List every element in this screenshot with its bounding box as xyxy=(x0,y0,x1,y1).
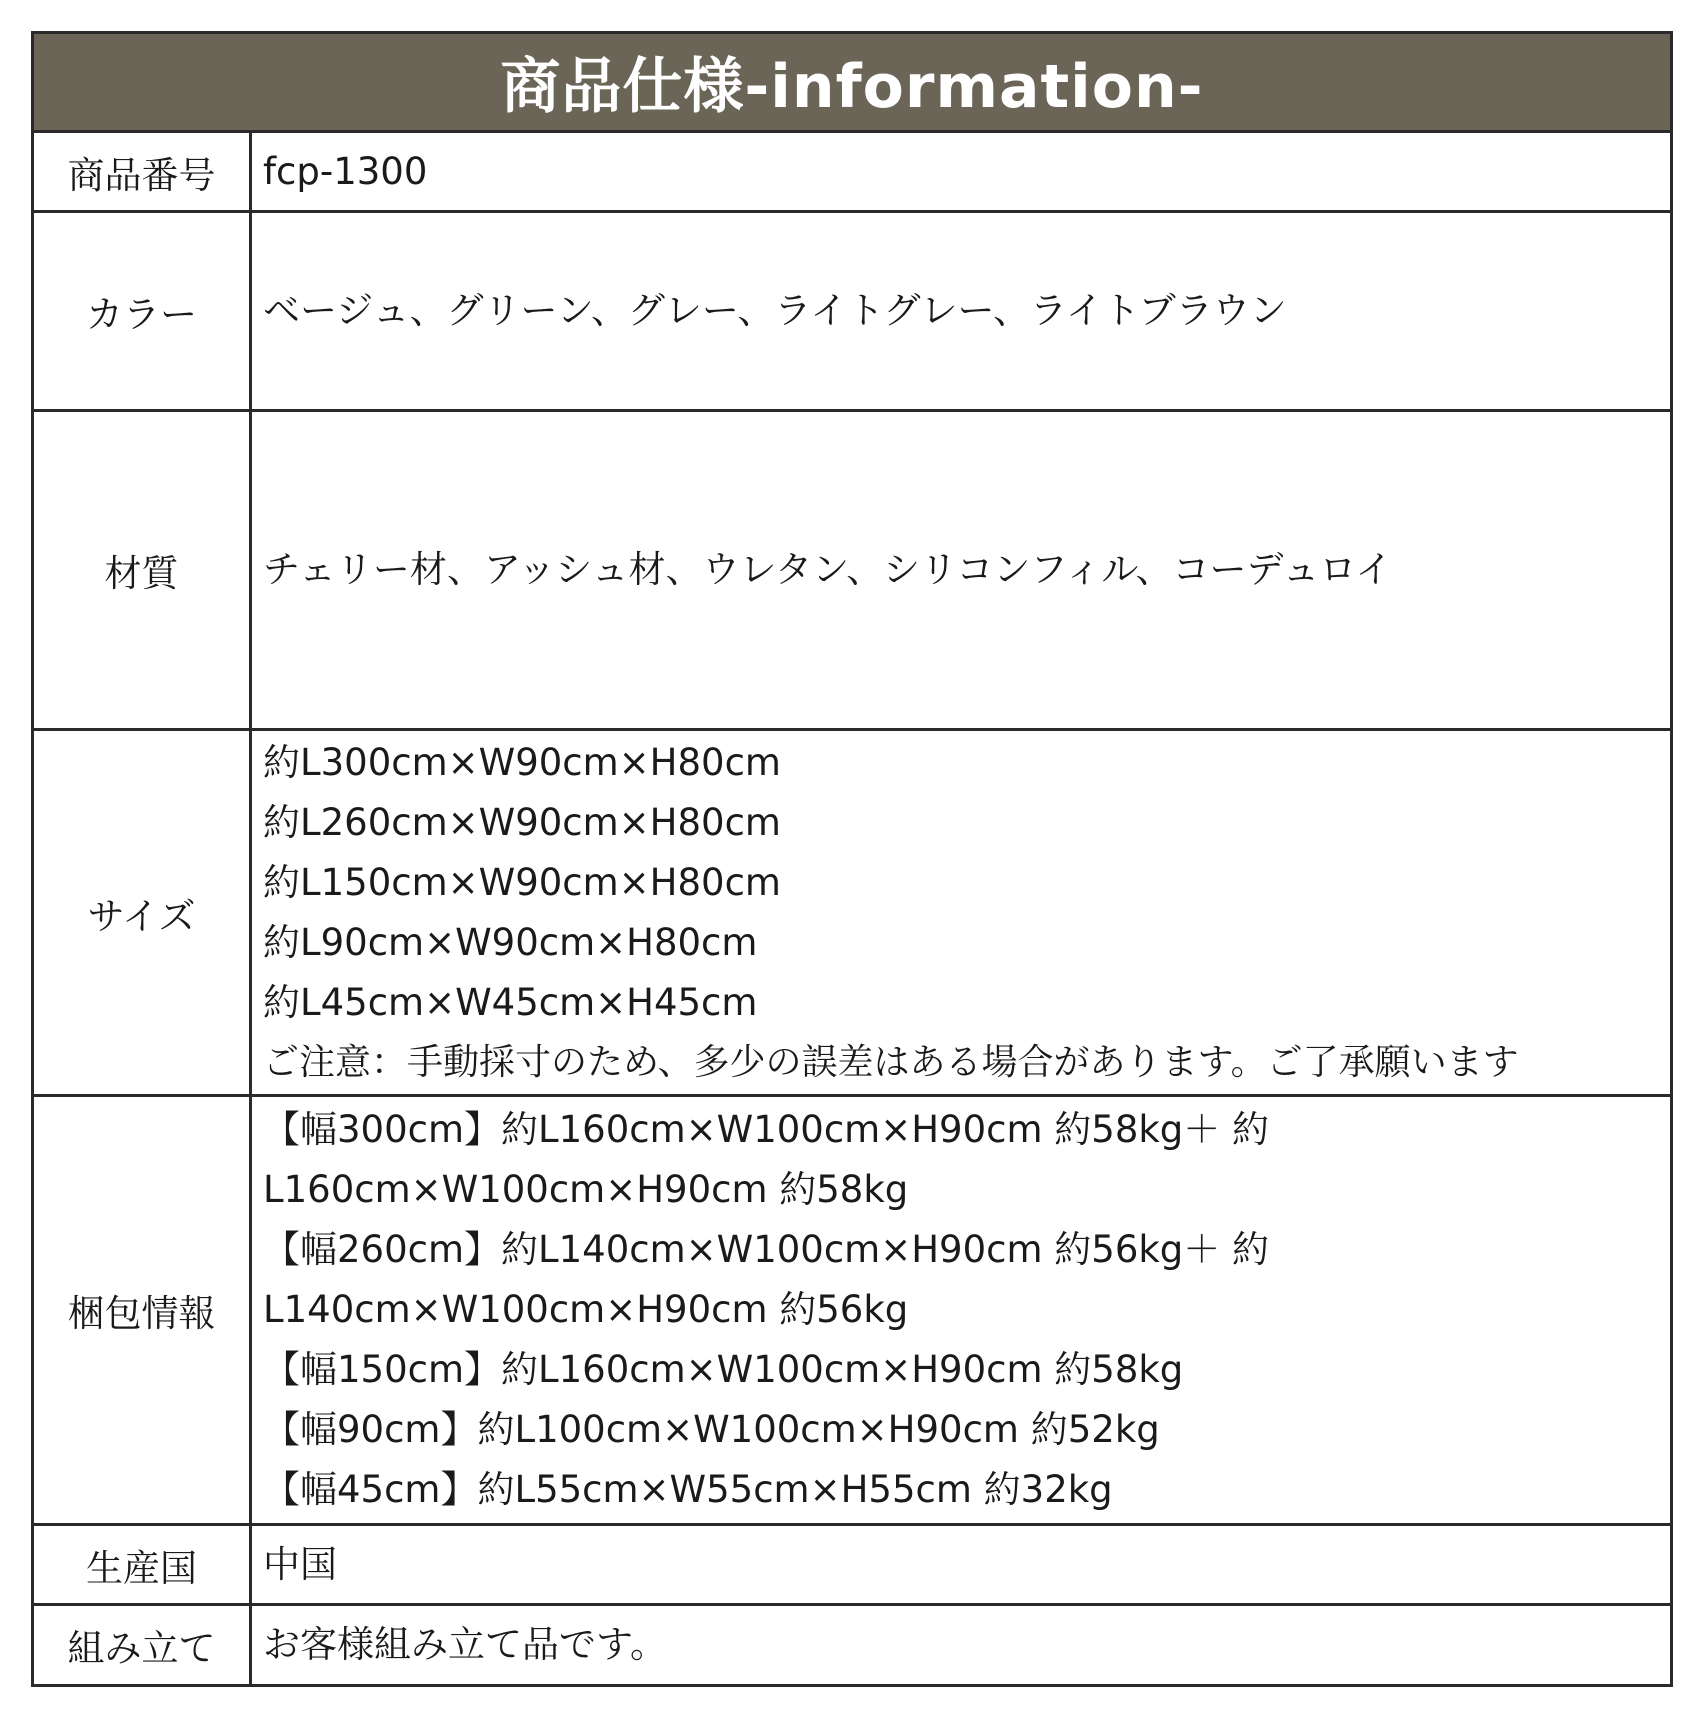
table-title: 商品仕様-information- xyxy=(34,34,1670,133)
row-size xyxy=(34,731,1670,1097)
label-color: カラー xyxy=(34,213,252,409)
size-line: 約L150cm×W90cm×H80cm xyxy=(263,860,781,904)
row-color xyxy=(34,213,1670,412)
row-origin xyxy=(34,1526,1670,1606)
package-line: 【幅45cm】約L55cm×W55cm×H55cm 約32kg xyxy=(263,1468,1113,1511)
row-package xyxy=(34,1097,1670,1526)
package-line: 【幅150cm】約L160cm×W100cm×H90cm 約58kg xyxy=(263,1348,1184,1391)
row-material xyxy=(34,412,1670,731)
size-line: 約L260cm×W90cm×H80cm xyxy=(263,800,781,844)
value-size xyxy=(252,731,1670,1094)
material-text: チェリー材、アッシュ材、ウレタン、シリコンフィル、コーデュロイ xyxy=(263,548,1393,591)
label-material: 材質 xyxy=(34,412,252,728)
spec-table xyxy=(31,31,1673,1687)
label-product-number: 商品番号 xyxy=(34,133,252,210)
package-line: 【幅90cm】約L100cm×W100cm×H90cm 約52kg xyxy=(263,1408,1160,1451)
package-line: 【幅300cm】約L160cm×W100cm×H90cm 約58kg＋ 約 xyxy=(263,1108,1270,1151)
assembly-text: お客様組み立て品です。 xyxy=(263,1623,668,1666)
label-package: 梱包情報 xyxy=(34,1097,252,1523)
label-size: サイズ xyxy=(34,731,252,1094)
value-product-number xyxy=(252,133,1670,210)
color-text: ベージュ、グリーン、グレー、ライトグレー、ライトブラウン xyxy=(263,289,1287,332)
package-line: L160cm×W100cm×H90cm 約58kg xyxy=(263,1168,909,1211)
row-product-number xyxy=(34,133,1670,213)
package-line: L140cm×W100cm×H90cm 約56kg xyxy=(263,1288,909,1331)
label-assembly: 組み立て xyxy=(34,1606,252,1684)
value-color xyxy=(252,213,1670,409)
size-line: 約L300cm×W90cm×H80cm xyxy=(263,740,781,784)
value-package xyxy=(252,1097,1670,1523)
size-line: 約L45cm×W45cm×H45cm xyxy=(263,980,758,1024)
value-origin xyxy=(252,1526,1670,1603)
label-origin: 生産国 xyxy=(34,1526,252,1603)
origin-text: 中国 xyxy=(263,1542,337,1586)
product-number-text: fcp-1300 xyxy=(263,149,428,193)
size-note: ご注意：手動採寸のため、多少の誤差はある場合があります。ご了承願います xyxy=(263,1041,1519,1083)
package-line: 【幅260cm】約L140cm×W100cm×H90cm 約56kg＋ 約 xyxy=(263,1228,1270,1271)
size-line: 約L90cm×W90cm×H80cm xyxy=(263,920,758,964)
value-material xyxy=(252,412,1670,728)
value-assembly xyxy=(252,1606,1670,1684)
row-assembly xyxy=(34,1606,1670,1684)
